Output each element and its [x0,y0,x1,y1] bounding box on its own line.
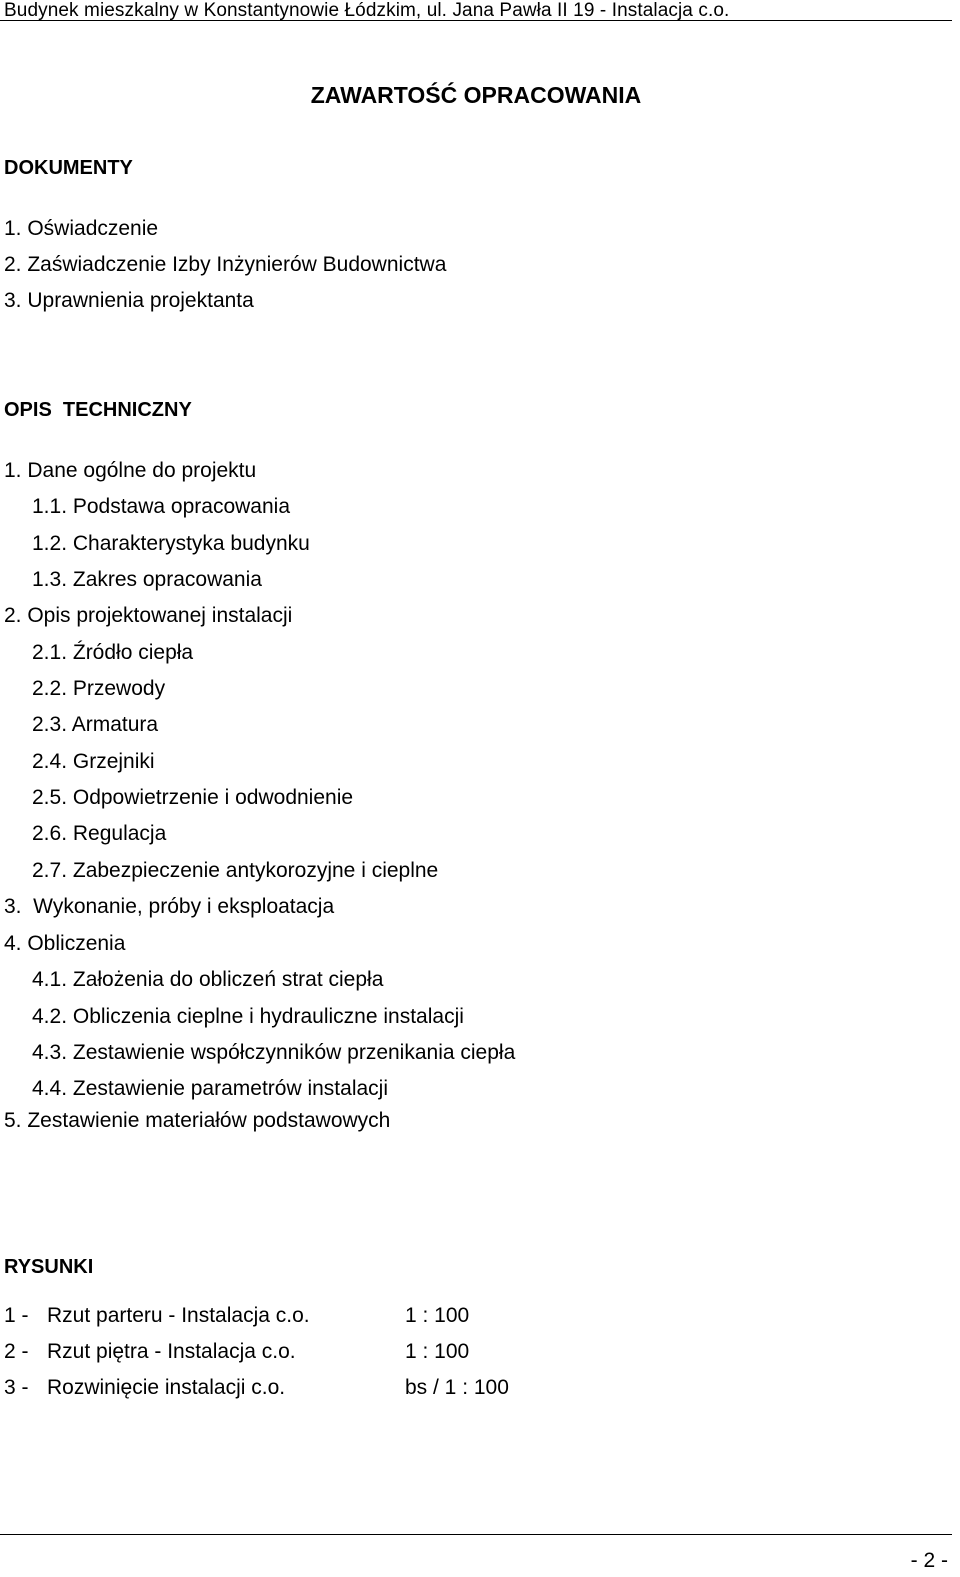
drawing-title: Rozwinięcie instalacji c.o. [47,1376,286,1399]
documents-item: 3. Uprawnienia projektanta [4,289,254,312]
technical-subitem: 4.4. Zestawienie parametrów instalacji [32,1077,388,1100]
technical-subitem: 2.3. Armatura [32,713,159,736]
drawing-row [4,1375,604,1401]
footer-rule [0,1534,952,1535]
technical-heading: OPIS TECHNICZNY [4,399,192,421]
technical-item: 4. Obliczenia [4,932,126,955]
drawings-heading: RYSUNKI [4,1256,94,1278]
documents-item: 2. Zaświadczenie Izby Inżynierów Budownictwa [4,253,447,276]
drawing-scale: 1 : 100 [405,1340,470,1363]
drawing-scale: 1 : 100 [405,1304,470,1327]
drawing-title: Rzut piętra - Instalacja c.o. [47,1340,296,1363]
document-title-text: ZAWARTOŚĆ OPRACOWANIA [310,82,642,108]
drawing-number: 3 - [4,1376,29,1399]
drawing-row [4,1303,604,1329]
technical-item: 2. Opis projektowanej instalacji [4,604,293,627]
technical-subitem: 4.1. Założenia do obliczeń strat ciepła [32,968,384,991]
technical-subitem: 2.1. Źródło ciepła [32,641,194,664]
technical-subitem: 2.4. Grzejniki [32,750,155,773]
technical-subitem: 1.2. Charakterystyka budynku [32,532,310,555]
drawing-number: 1 - [4,1304,29,1327]
technical-item: 3. Wykonanie, próby i eksploatacja [4,895,335,918]
technical-item: 5. Zestawienie materiałów podstawowych [4,1109,391,1132]
technical-subitem: 1.3. Zakres opracowania [32,568,262,591]
drawing-scale: bs / 1 : 100 [405,1376,509,1399]
technical-item: 1. Dane ogólne do projektu [4,459,257,482]
document-title [0,81,952,109]
technical-subitem: 4.2. Obliczenia cieplne i hydrauliczne instalacji [32,1005,464,1028]
documents-heading: DOKUMENTY [4,157,133,179]
drawing-number: 2 - [4,1340,29,1363]
page-header [0,0,960,22]
technical-subitem: 2.7. Zabezpieczenie antykorozyjne i cieplne [32,859,439,882]
header-rule [0,20,952,21]
drawing-title: Rzut parteru - Instalacja c.o. [47,1304,310,1327]
documents-item: 1. Oświadczenie [4,217,159,240]
technical-subitem: 2.6. Regulacja [32,822,167,845]
header-text: Budynek mieszkalny w Konstantynowie Łódzkim, ul. Jana Pawła II 19 - Instalacja c.o. [4,0,730,21]
technical-subitem: 1.1. Podstawa opracowania [32,495,290,518]
technical-subitem: 4.3. Zestawienie współczynników przenikania ciepła [32,1041,516,1064]
page-number: - 2 - [910,1549,948,1572]
drawing-row [4,1339,604,1365]
technical-subitem: 2.5. Odpowietrzenie i odwodnienie [32,786,354,809]
technical-subitem: 2.2. Przewody [32,677,166,700]
